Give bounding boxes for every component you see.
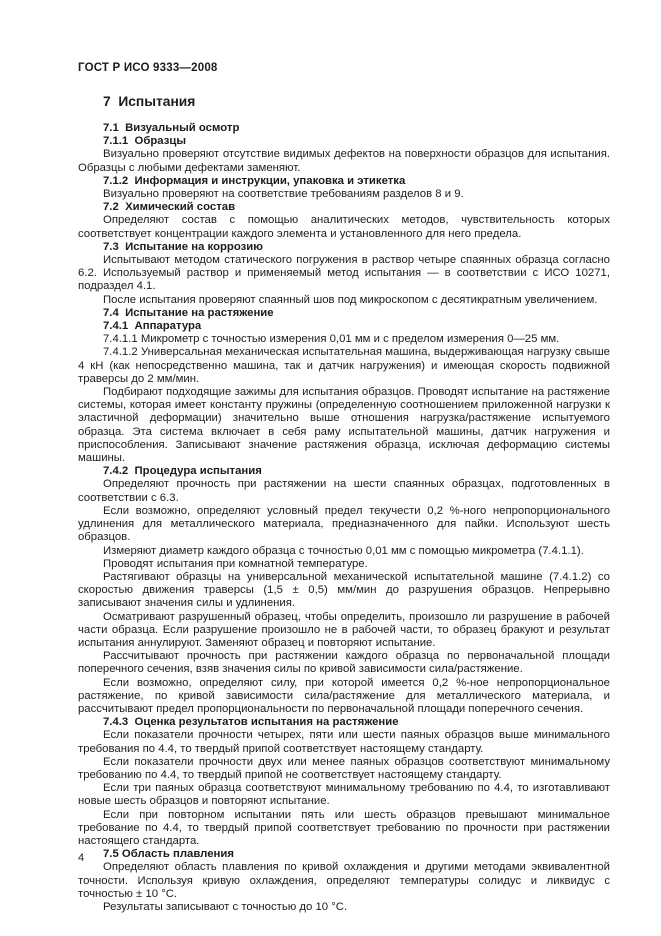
paragraph: Если возможно, определяют силу, при которой имеется 0,2 %-ное непропорциональное растяжение, по кривой зависимости сила/растяжение для металлического материала, и рассчитывают предел пропорциональности по первоначальной площади поперечного сечения.: [78, 676, 610, 715]
paragraph: Если показатели прочности четырех, пяти или шести паяных образцов выше минимального требования по 4.4, то твердый припой соответствует настоящему стандарту.: [78, 729, 610, 755]
subsection-heading-7-4-1: 7.4.1 Аппаратура: [103, 320, 202, 333]
running-header: ГОСТ Р ИСО 9333—2008: [78, 62, 218, 74]
subsection-heading-7-1-2: 7.1.2 Информация и инструкции, упаковка и этикетка: [103, 174, 406, 187]
paragraph: Визуально проверяют на соответствие требованиям разделов 8 и 9.: [103, 188, 464, 201]
subsection-heading-7-4: 7.4 Испытание на растяжение: [103, 306, 274, 319]
paragraph: Если три паяных образца соответствуют минимальному требованию по 4.4, то изготавливают новые шесть образцов и повторяют испытание.: [78, 782, 610, 808]
paragraph: Если возможно, определяют условный предел текучести 0,2 %-ного непропорционального удлинения для металлического материала, предназначенного для пайки. Используют шесть образцов.: [78, 504, 610, 544]
subsection-heading-7-2: 7.2 Химический состав: [103, 201, 236, 214]
paragraph: Проводят испытания при комнатной температуре.: [103, 557, 368, 570]
subsection-heading-7-4-2: 7.4.2 Процедура испытания: [103, 465, 262, 478]
subsection-heading-7-4-3: 7.4.3 Оценка результатов испытания на растяжение: [103, 716, 399, 729]
paragraph: Определяют область плавления по кривой охлаждения и другими методами эквивалентной точности. Используя кривую охлаждения, определяют температуры солидус и ликвидус с точностью ± 10 °С.: [78, 861, 610, 900]
document-body: [78, 94, 610, 914]
paragraph: Определяют состав с помощью аналитических методов, чувствительность которых соответствует концентрации каждого элемента и установленного для него предела.: [78, 214, 610, 240]
paragraph: 7.4.1.2 Универсальная механическая испытательная машина, выдерживающая нагрузку свыше 4 кН (как непосредственно машина, так и датчик нагружения) и имеющая скорость подвижной траверсы до 2 мм/мин.: [78, 346, 610, 385]
subsection-heading-7-1-1: 7.1.1 Образцы: [103, 135, 187, 148]
paragraph: Испытывают методом статического погружения в раствор четыре спаянных образца согласно 6.2. Используемый раствор и применяемый метод испытания — в соответствии с ИСО 10271, подраздел 4.1.: [78, 254, 610, 293]
paragraph: Результаты записывают с точностью до 10 °С.: [103, 900, 348, 913]
paragraph: Измеряют диаметр каждого образца с точностью 0,01 мм с помощью микрометра (7.4.1.1).: [103, 544, 584, 557]
paragraph: Осматривают разрушенный образец, чтобы определить, произошло ли разрушение в рабочей части образца. Если разрушение произошло не в рабочей части, то образец бракуют и результат испытания аннулируют. Заменяют образец и повторяют испытание.: [78, 610, 610, 649]
paragraph: 7.4.1.1 Микрометр с точностью измерения 0,01 мм и с пределом измерения 0—25 мм.: [103, 333, 560, 346]
subsection-heading-7-1: 7.1 Визуальный осмотр: [103, 122, 240, 134]
paragraph: Если при повторном испытании пять или шесть образцов превышают минимальное требование по 4.4, то твердый припой соответствует требованию по прочности при растяжении настоящего стандарта.: [78, 808, 610, 847]
subsection-heading-7-3: 7.3 Испытание на коррозию: [103, 240, 263, 253]
paragraph: Растягивают образцы на универсальной механической испытательной машине (7.4.1.2) со скоростью движения траверсы (1,5 ± 0,5) мм/мин до разрушения образцов. Непрерывно записывают значения силы и удлинения.: [78, 570, 610, 610]
paragraph: Если показатели прочности двух или менее паяных образцов соответствуют минимальному требованию по 4.4, то твердый припой не соответствует настоящему стандарту.: [78, 755, 610, 781]
paragraph: После испытания проверяют спаянный шов под микроскопом с десятикратным увеличением.: [103, 293, 598, 306]
paragraph: Визуально проверяют отсутствие видимых дефектов на поверхности образцов для испытания. Образцы с любыми дефектами заменяют.: [78, 148, 610, 174]
section-title: 7 Испытания: [103, 94, 196, 109]
paragraph: Рассчитывают прочность при растяжении каждого образца по первоначальной площади поперечного сечения, взяв значения силы по кривой зависимости сила/растяжение.: [78, 650, 610, 676]
paragraph: Подбирают подходящие зажимы для испытания образцов. Проводят испытание на растяжение системы, которая имеет константу пружины (определенную соотношением приложенной нагрузки к эластичной деформации) значительно выше отношения нагрузка/растяжение испытуемого образца. Эта система включает в себя раму испытательной машины, датчик нагружения и приспособления. Записывают значение растяжения образца, исключая деформацию системы машины.: [78, 386, 610, 465]
paragraph: Определяют прочность при растяжении на шести спаянных образцах, подготовленных в соответствии с 6.3.: [78, 478, 610, 504]
subsection-heading-7-5: 7.5 Область плавления: [103, 848, 234, 861]
page-number: 4: [78, 852, 85, 864]
